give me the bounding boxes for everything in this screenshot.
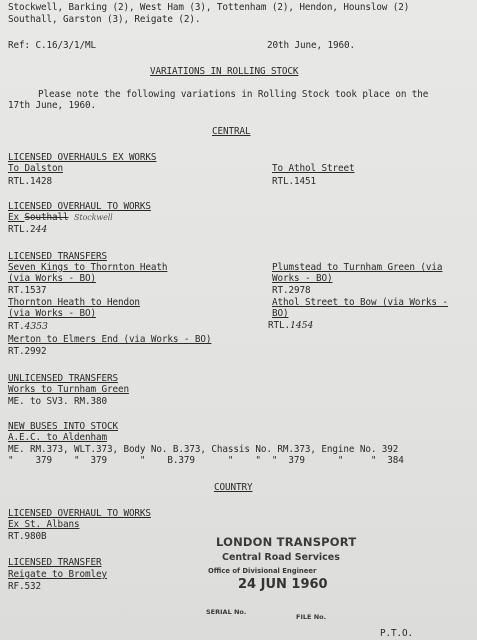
- transfer-right-3: RT.2978: [272, 285, 311, 296]
- overhaul-to-works-ex: [8, 212, 113, 223]
- overhaul-to-works-heading: LICENSED OVERHAUL TO WORKS: [8, 201, 151, 212]
- transfer-right-1: Plumstead to Turnham Green (via: [272, 262, 443, 273]
- overhaul-to-works-num: [8, 224, 47, 235]
- transfer-left-4: Thornton Heath to Hendon: [8, 297, 140, 308]
- ex-prefix: Ex: [8, 212, 25, 223]
- new-buses-heading: NEW BUSES INTO STOCK: [8, 421, 118, 432]
- transfer-left-5: (via Works - BO): [8, 308, 96, 319]
- unlicensed-line-1: Works to Turnham Green: [8, 384, 129, 395]
- distribution-line-2: Southall, Garston (3), Reigate (2).: [8, 14, 201, 25]
- country-transfer-line-2: RF.532: [8, 581, 41, 592]
- struck-depot: Southall: [24, 212, 69, 223]
- right-6-printed: RTL.: [268, 320, 290, 331]
- please-turn-over: P.T.O.: [380, 628, 413, 639]
- transfer-left-8: RT.2992: [8, 346, 47, 357]
- left-6-printed: RT.: [8, 321, 25, 332]
- document-title: VARIATIONS IN ROLLING STOCK: [150, 66, 299, 77]
- stamp-office: Office of Divisional Engineer: [208, 567, 317, 575]
- overhauls-ex-works-heading: LICENSED OVERHAULS EX WORKS: [8, 152, 157, 163]
- transfer-left-6: [8, 321, 48, 332]
- transfer-right-6: [268, 320, 313, 331]
- distribution-line-1: Stockwell, Barking (2), West Ham (3), Tottenham (2), Hendon, Hounslow (2): [8, 2, 410, 13]
- transfers-heading: LICENSED TRANSFERS: [8, 251, 107, 262]
- stamp-dept: Central Road Services: [222, 552, 340, 563]
- new-buses-line-2: ME. RM.373, WLT.373, Body No. B.373, Chassis No. RM.373, Engine No. 392: [8, 444, 399, 455]
- stamp-date: 24 JUN 1960: [238, 577, 328, 592]
- document-date: 20th June, 1960.: [267, 40, 355, 51]
- transfer-left-2: (via Works - BO): [8, 273, 96, 284]
- overhaul-dest-left: To Dalston: [8, 163, 63, 174]
- country-transfer-heading: LICENSED TRANSFER: [8, 557, 102, 568]
- central-heading: CENTRAL: [212, 126, 251, 137]
- right-6-handwritten: 1454: [290, 320, 314, 331]
- country-overhaul-heading: LICENSED OVERHAUL TO WORKS: [8, 508, 151, 519]
- overhaul-num-left: RTL.1428: [8, 176, 52, 187]
- country-heading: COUNTRY: [214, 482, 253, 493]
- country-overhaul-line-2: RT.980B: [8, 531, 47, 542]
- intro-line-2: 17th June, 1960.: [8, 100, 96, 111]
- unlicensed-heading: UNLICENSED TRANSFERS: [8, 373, 118, 384]
- handwritten-depot: Stockwell: [73, 213, 113, 222]
- transfer-right-4: Athol Street to Bow (via Works -: [272, 297, 448, 308]
- serial-number-label: SERIAL No.: [206, 608, 247, 616]
- transfer-right-5: BO): [272, 308, 289, 319]
- intro-line-1: Please note the following variations in Rolling Stock took place on the: [38, 89, 429, 100]
- overhaul-num-right: RTL.1451: [272, 176, 316, 187]
- num-printed: RTL.2: [8, 224, 36, 235]
- overhaul-dest-right: To Athol Street: [272, 163, 355, 174]
- country-overhaul-line-1: Ex St. Albans: [8, 519, 80, 530]
- file-number-label: FILE No.: [296, 613, 327, 621]
- transfer-left-7: Merton to Elmers End (via Works - BO): [8, 334, 212, 345]
- num-handwritten: 44: [35, 224, 48, 235]
- transfer-left-1: Seven Kings to Thornton Heath: [8, 262, 168, 273]
- new-buses-line-1: A.E.C. to Aldenham: [8, 432, 107, 443]
- unlicensed-line-2: ME. to SV3. RM.380: [8, 396, 107, 407]
- transfer-left-3: RT.1537: [8, 285, 47, 296]
- new-buses-line-3: " 379 " 379 " B.379 " " " 379 " " 384: [8, 455, 404, 466]
- country-transfer-line-1: Reigate to Bromley: [8, 569, 107, 580]
- stamp-org: LONDON TRANSPORT: [216, 535, 357, 549]
- left-6-handwritten: 4353: [24, 321, 48, 332]
- transfer-right-2: Works - BO): [272, 273, 333, 284]
- reference: Ref: C.16/3/1/ML: [8, 40, 96, 51]
